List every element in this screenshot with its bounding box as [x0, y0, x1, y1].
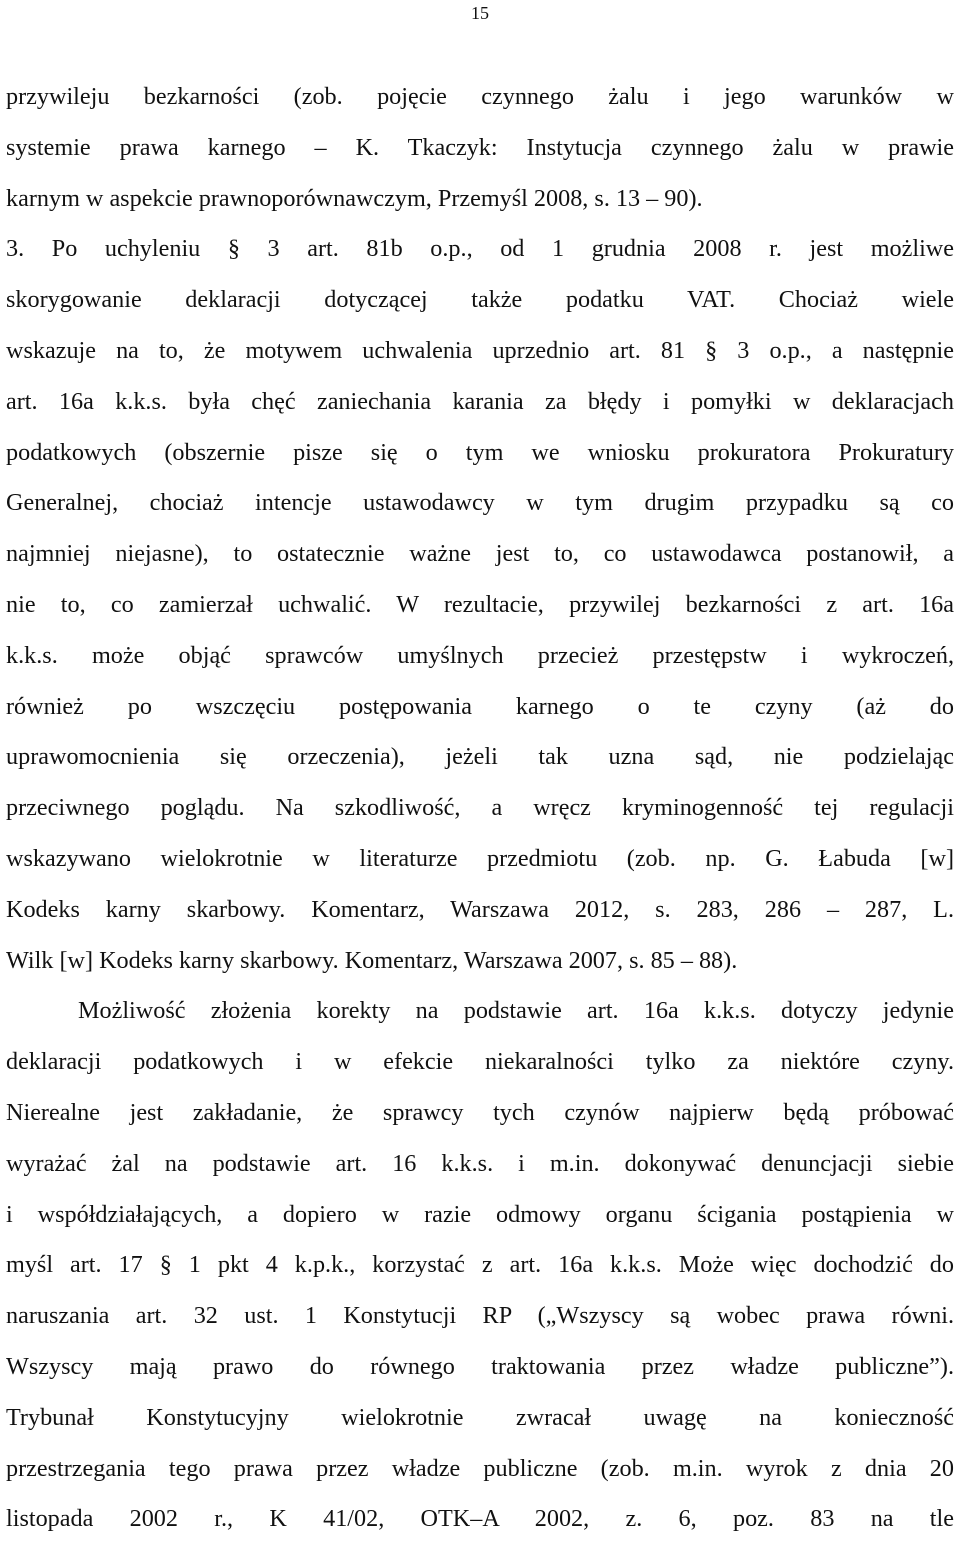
- text-line: naruszania art. 32 ust. 1 Konstytucji RP („Wszyscy są wobec prawa równi.: [6, 1302, 954, 1330]
- page-number: 15: [471, 3, 489, 23]
- text-line: Trybunał Konstytucyjny wielokrotnie zwracał uwagę na konieczność: [6, 1403, 954, 1431]
- document-body: [6, 72, 954, 1545]
- text-line: i współdziałających, a dopiero w razie odmowy organu ścigania postąpienia w: [6, 1200, 954, 1228]
- text-line: art. 16a k.k.s. była chęć zaniechania karania za błędy i pomyłki w deklaracjach: [6, 387, 954, 415]
- text-line: Generalnej, chociaż intencje ustawodawcy w tym drugim przypadku są co: [6, 489, 954, 517]
- text-line: przeciwnego poglądu. Na szkodliwość, a wręcz kryminogenność tej regulacji: [6, 794, 954, 822]
- text-line: Kodeks karny skarbowy. Komentarz, Warszawa 2012, s. 283, 286 – 287, L.: [6, 895, 954, 923]
- text-line: deklaracji podatkowych i w efekcie niekaralności tylko za niektóre czyny.: [6, 1048, 954, 1076]
- text-line: Wilk [w] Kodeks karny skarbowy. Komentarz, Warszawa 2007, s. 85 – 88).: [6, 946, 738, 974]
- text-line: 3. Po uchyleniu § 3 art. 81b o.p., od 1 grudnia 2008 r. jest możliwe: [6, 235, 954, 263]
- text-line: podatkowych (obszernie pisze się o tym we wniosku prokuratora Prokuratury: [6, 438, 954, 466]
- text-line: nie to, co zamierzał uchwalić. W rezultacie, przywilej bezkarności z art. 16a: [6, 590, 954, 618]
- text-line: k.k.s. może objąć sprawców umyślnych przecież przestępstw i wykroczeń,: [6, 641, 954, 669]
- text-line: wskazywano wielokrotnie w literaturze przedmiotu (zob. np. G. Łabuda [w]: [6, 844, 954, 872]
- text-line: przywileju bezkarności (zob. pojęcie czynnego żalu i jego warunków w: [6, 83, 954, 110]
- text-line: skorygowanie deklaracji dotyczącej także podatku VAT. Chociaż wiele: [6, 286, 954, 314]
- text-line: myśl art. 17 § 1 pkt 4 k.p.k., korzystać z art. 16a k.k.s. Może więc dochodzić do: [6, 1251, 954, 1279]
- text-line: wskazuje na to, że motywem uchwalenia uprzednio art. 81 § 3 o.p., a następnie: [6, 336, 954, 364]
- text-line: przestrzegania tego prawa przez władze publiczne (zob. m.in. wyrok z dnia 20: [6, 1454, 954, 1482]
- text-line: karnym w aspekcie prawnoporównawczym, Przemyśl 2008, s. 13 – 90).: [6, 184, 703, 212]
- text-line: systemie prawa karnego – K. Tkaczyk: Instytucja czynnego żalu w prawie: [6, 133, 954, 161]
- paragraph-1: [6, 72, 954, 986]
- text-line: Wszyscy mają prawo do równego traktowania przez władze publiczne”).: [6, 1352, 954, 1380]
- paragraph-2: [6, 986, 954, 1545]
- text-line: Możliwość złożenia korekty na podstawie art. 16a k.k.s. dotyczy jedynie: [78, 997, 954, 1025]
- text-line: wyrażać żal na podstawie art. 16 k.k.s. i m.in. dokonywać denuncjacji siebie: [6, 1149, 954, 1177]
- text-line: Nierealne jest zakładanie, że sprawcy tych czynów najpierw będą próbować: [6, 1098, 954, 1126]
- text-line: najmniej niejasne), to ostatecznie ważne jest to, co ustawodawca postanowił, a: [6, 540, 954, 568]
- text-line: uprawomocnienia się orzeczenia), jeżeli tak uzna sąd, nie podzielając: [6, 743, 954, 771]
- text-line: listopada 2002 r., K 41/02, OTK–A 2002, z. 6, poz. 83 na tle: [6, 1505, 954, 1533]
- text-line: również po wszczęciu postępowania karnego o te czyny (aż do: [6, 692, 954, 720]
